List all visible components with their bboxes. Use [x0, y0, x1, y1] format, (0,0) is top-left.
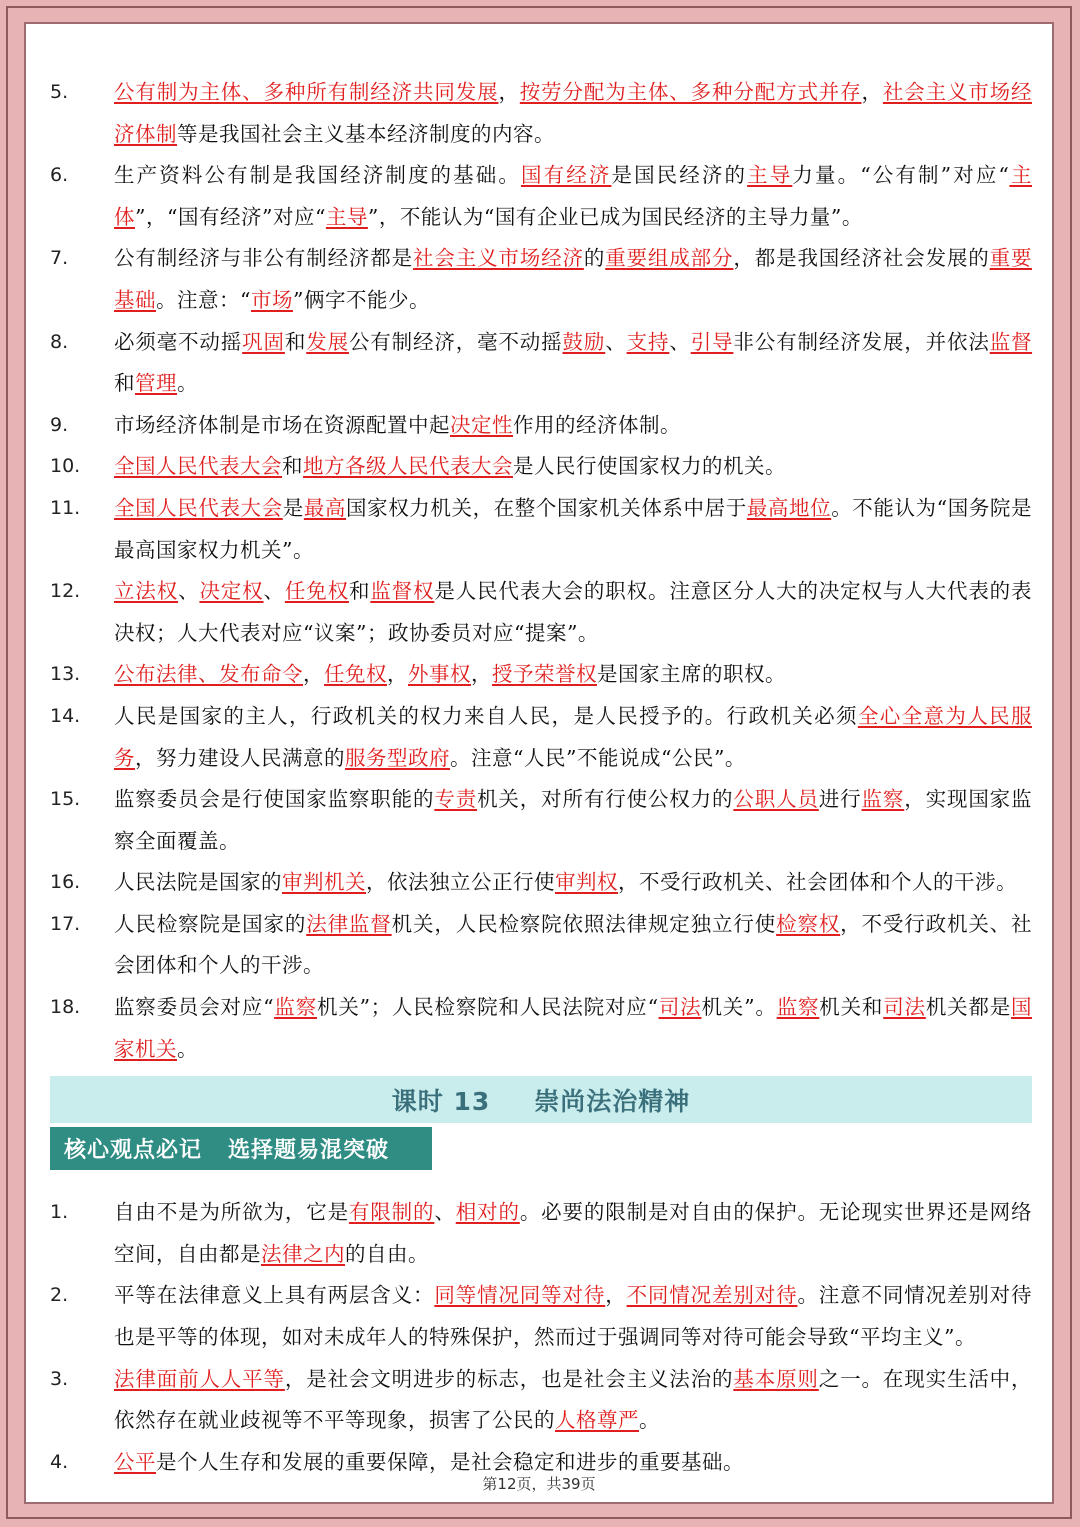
text-segment: 的	[583, 246, 606, 271]
text-segment: ，不受行政机关、社会团体和个人的干涉。	[618, 870, 1017, 895]
key-term: 外事权	[408, 662, 471, 687]
text-segment: 是国民经济的	[611, 163, 748, 188]
text-segment: 自由不是为所欲为，它是	[114, 1200, 349, 1225]
list-item	[50, 571, 1032, 654]
list-item	[50, 1359, 1032, 1442]
text-segment: 公有制经济与非公有制经济都是	[114, 246, 413, 271]
item-number: 7.	[50, 247, 69, 270]
document-page	[24, 22, 1054, 1504]
key-term: 全国人民代表大会	[114, 495, 283, 520]
item-text	[114, 571, 1032, 654]
key-term: 服务型政府	[345, 745, 450, 770]
text-segment: 。必要的限制是对自由的保护。无论现实世界还是网络空间，自由都是	[114, 1200, 1033, 1266]
text-segment: 国家权力机关，在整个国家机关体系中居于	[346, 495, 747, 520]
key-term: 重要组成部分	[605, 246, 734, 271]
item-text	[114, 696, 1032, 779]
item-number: 5.	[50, 81, 69, 103]
text-segment: 等是我国社会主义基本经济制度的内容。	[177, 121, 555, 146]
text-segment: 。	[177, 371, 198, 396]
key-term: 法律之内	[261, 1241, 345, 1266]
item-number: 6.	[50, 164, 69, 187]
point-list-rule-of-law	[50, 1192, 1032, 1483]
text-segment: ，是社会文明进步的标志，也是社会主义法治的	[284, 1366, 734, 1391]
item-number: 3.	[50, 1367, 69, 1390]
text-segment: 、	[178, 579, 200, 604]
list-item	[50, 488, 1032, 571]
text-segment: ，	[605, 1283, 627, 1308]
list-item	[50, 1192, 1032, 1275]
key-term: 法律监督	[306, 911, 392, 936]
key-term: 专责	[434, 787, 478, 812]
text-segment: 、	[434, 1200, 456, 1225]
text-segment: 监察委员会对应“	[114, 995, 275, 1020]
key-term: 重要基础	[114, 246, 1033, 312]
point-list-economy-state	[50, 72, 1032, 1070]
text-segment: 和	[282, 454, 303, 479]
text-segment: ，实现国家监察全面覆盖。	[114, 787, 1033, 853]
item-text	[114, 488, 1032, 571]
text-segment: 和	[114, 371, 135, 396]
key-term: 不同情况差别对待	[626, 1283, 798, 1308]
key-term: 公布法律、发布命令	[114, 662, 303, 687]
text-segment: 的自由。	[345, 1241, 429, 1266]
item-number: 15.	[50, 788, 81, 811]
key-term: 地方各级人民代表大会	[303, 454, 513, 479]
key-term: 巩固	[242, 329, 285, 354]
lesson-label: 课时 13	[391, 1086, 491, 1116]
text-segment: 。注意“人民”不能说成“公民”。	[450, 745, 746, 770]
text-segment: 人民法院是国家的	[114, 870, 282, 895]
list-item	[50, 238, 1032, 321]
text-segment: 进行	[818, 787, 862, 812]
key-term: 最高地位	[746, 495, 832, 520]
text-segment: ，	[387, 662, 408, 687]
text-segment: ，都是我国经济社会发展的	[733, 246, 990, 271]
key-term: 审判权	[555, 870, 618, 895]
lesson-header	[50, 1076, 1032, 1123]
key-term: 监督	[989, 329, 1033, 354]
item-number: 16.	[50, 871, 81, 894]
key-term: 市场	[250, 287, 293, 312]
item-text	[114, 654, 1032, 696]
key-term: 司法	[658, 995, 702, 1020]
key-term: 主导	[747, 163, 793, 188]
text-segment: 、	[669, 329, 691, 354]
list-item	[50, 696, 1032, 779]
key-term: 发展	[306, 329, 349, 354]
key-term: 鼓励	[562, 329, 606, 354]
key-term: 国有经济	[521, 163, 612, 188]
key-term: 决定权	[199, 579, 264, 604]
key-term: 管理	[135, 371, 177, 396]
text-segment: ，	[471, 662, 492, 687]
text-segment: 、	[263, 579, 285, 604]
key-term: 决定性	[450, 412, 513, 437]
section-header	[50, 1127, 432, 1170]
item-text	[114, 862, 1032, 904]
item-number: 18.	[50, 996, 81, 1019]
key-term: 法律面前人人平等	[114, 1366, 285, 1391]
text-segment: 、	[605, 329, 627, 354]
text-segment: ”俩字不能少。	[292, 287, 430, 312]
item-number: 2.	[50, 1284, 69, 1307]
list-item	[50, 322, 1032, 405]
text-segment: 。	[639, 1408, 660, 1433]
text-segment: 监察委员会是行使国家监察职能的	[114, 787, 435, 812]
text-segment: ，	[303, 662, 324, 687]
text-segment: 机关都是	[925, 995, 1012, 1020]
key-term: 主导	[325, 204, 368, 229]
content	[50, 72, 1032, 1483]
text-segment: ，	[861, 80, 883, 104]
item-number: 9.	[50, 413, 69, 436]
text-segment: 之一。在现实生活中，依然存在就业歧视等不平等现象，损害了公民的	[114, 1366, 1033, 1433]
text-segment: 。不能认为“国务院是最高国家权力机关”。	[114, 495, 1033, 562]
item-text	[114, 1359, 1032, 1442]
text-segment: 力量。“公有制”对应“	[792, 163, 1010, 188]
text-segment: 人民检察院是国家的	[114, 911, 307, 936]
key-term: 检察权	[776, 911, 841, 936]
key-term: 同等情况同等对待	[434, 1283, 606, 1308]
key-term: 任免权	[324, 662, 387, 687]
text-segment: 。注意不同情况差别对待也是平等的体现，如对未成年人的特殊保护，然而过于强调同等对待可能会导致“平均主义”。	[114, 1283, 1033, 1350]
item-number: 1.	[50, 1201, 69, 1224]
key-term: 相对的	[455, 1200, 520, 1225]
key-term: 公平	[114, 1449, 156, 1474]
text-segment: 非公有制经济发展，并依法	[733, 329, 990, 354]
section-right: 选择题易混突破	[228, 1138, 390, 1164]
key-term: 按劳分配为主体、多种分配方式并存	[519, 80, 862, 104]
text-segment: 。	[177, 1036, 198, 1061]
item-text	[114, 779, 1032, 862]
key-term: 司法	[883, 995, 926, 1020]
text-segment: 是个人生存和发展的重要保障，是社会稳定和进步的重要基础。	[156, 1449, 744, 1474]
item-text	[114, 405, 1032, 447]
item-number: 13.	[50, 663, 81, 686]
text-segment: 和	[284, 329, 307, 354]
key-term: 全心全意为人民服务	[114, 703, 1033, 770]
key-term: 立法权	[114, 579, 179, 604]
item-number: 4.	[50, 1450, 69, 1473]
text-segment: 机关和	[819, 995, 884, 1020]
page-number: 第12页，共39页	[482, 1475, 596, 1493]
list-item	[50, 654, 1032, 696]
key-term: 任免权	[284, 579, 349, 604]
key-term: 基本原则	[733, 1366, 819, 1391]
list-item	[50, 779, 1032, 862]
list-item	[50, 72, 1032, 155]
key-term: 支持	[626, 329, 670, 354]
text-segment: ，依法独立公正行使	[366, 870, 555, 895]
text-segment: 生产资料公有制是我国经济制度的基础。	[114, 163, 521, 188]
key-term: 公职人员	[733, 787, 819, 812]
text-segment: 是	[282, 495, 304, 520]
text-segment: ，努力建设人民满意的	[135, 745, 345, 770]
section-left: 核心观点必记	[64, 1138, 203, 1164]
list-item	[50, 155, 1032, 238]
text-segment: 必须毫不动摇	[114, 329, 243, 354]
item-number: 11.	[50, 496, 81, 519]
text-segment: 人民是国家的主人，行政机关的权力来自人民，是人民授予的。行政机关必须	[114, 703, 858, 728]
item-number: 10.	[50, 455, 81, 478]
text-segment: ”，“国有经济”对应“	[135, 204, 326, 229]
key-term: 主体	[114, 163, 1033, 229]
list-item	[50, 405, 1032, 447]
key-term: 社会主义市场经济	[413, 246, 584, 271]
item-text	[114, 1275, 1032, 1358]
key-term: 公有制为主体、多种所有制经济共同发展	[114, 80, 499, 104]
item-text	[114, 446, 1032, 488]
list-item	[50, 862, 1032, 904]
key-term: 监督权	[370, 579, 435, 604]
text-segment: 机关，对所有行使公权力的	[477, 787, 734, 812]
text-segment: 作用的经济体制。	[513, 412, 681, 437]
text-segment: 。注意：“	[156, 287, 251, 312]
key-term: 监察	[776, 995, 820, 1020]
item-text	[114, 155, 1032, 238]
key-term: 授予荣誉权	[492, 662, 597, 687]
lesson-title: 崇尚法治精神	[534, 1086, 691, 1116]
text-segment: ，	[498, 80, 520, 104]
key-term: 有限制的	[348, 1200, 435, 1225]
text-segment: 是国家主席的职权。	[597, 662, 786, 687]
text-segment: 公有制经济，毫不动摇	[348, 329, 563, 354]
item-text	[114, 322, 1032, 405]
item-number: 12.	[50, 580, 81, 603]
item-number: 14.	[50, 704, 81, 727]
text-segment: 是人民代表大会的职权。注意区分人大的决定权与人大代表的表决权；人大代表对应“议案”；政协委员对应“提案”。	[114, 579, 1033, 645]
text-segment: 机关”；人民检察院和人民法院对应“	[317, 995, 659, 1020]
item-text	[114, 72, 1032, 155]
text-segment: ，不受行政机关、社会团体和个人的干涉。	[114, 911, 1033, 978]
list-item	[50, 1275, 1032, 1358]
list-item	[50, 904, 1032, 987]
text-segment: 是人民行使国家权力的机关。	[513, 454, 786, 479]
list-item	[50, 446, 1032, 488]
item-text	[114, 904, 1032, 987]
key-term: 引导	[690, 329, 734, 354]
key-term: 最高	[303, 495, 347, 520]
key-term: 监察	[274, 995, 318, 1020]
key-term: 社会主义市场经济体制	[114, 80, 1033, 146]
item-text	[114, 1192, 1032, 1275]
key-term: 国家机关	[114, 995, 1033, 1061]
key-term: 审判机关	[282, 870, 366, 895]
key-term: 监察	[861, 787, 905, 812]
text-segment: 和	[348, 579, 371, 604]
item-number: 8.	[50, 330, 69, 353]
item-number: 17.	[50, 912, 81, 935]
text-segment: 平等在法律意义上具有两层含义：	[114, 1283, 435, 1308]
list-item	[50, 987, 1032, 1070]
text-segment: 机关，人民检察院依照法律规定独立行使	[391, 911, 777, 936]
item-text	[114, 987, 1032, 1070]
text-segment: 机关”。	[701, 995, 777, 1020]
text-segment: ”，不能认为“国有企业已成为国民经济的主导力量”。	[367, 204, 863, 229]
text-segment: 市场经济体制是市场在资源配置中起	[114, 412, 450, 437]
item-text	[114, 238, 1032, 321]
key-term: 全国人民代表大会	[114, 454, 282, 479]
key-term: 人格尊严	[555, 1408, 639, 1433]
